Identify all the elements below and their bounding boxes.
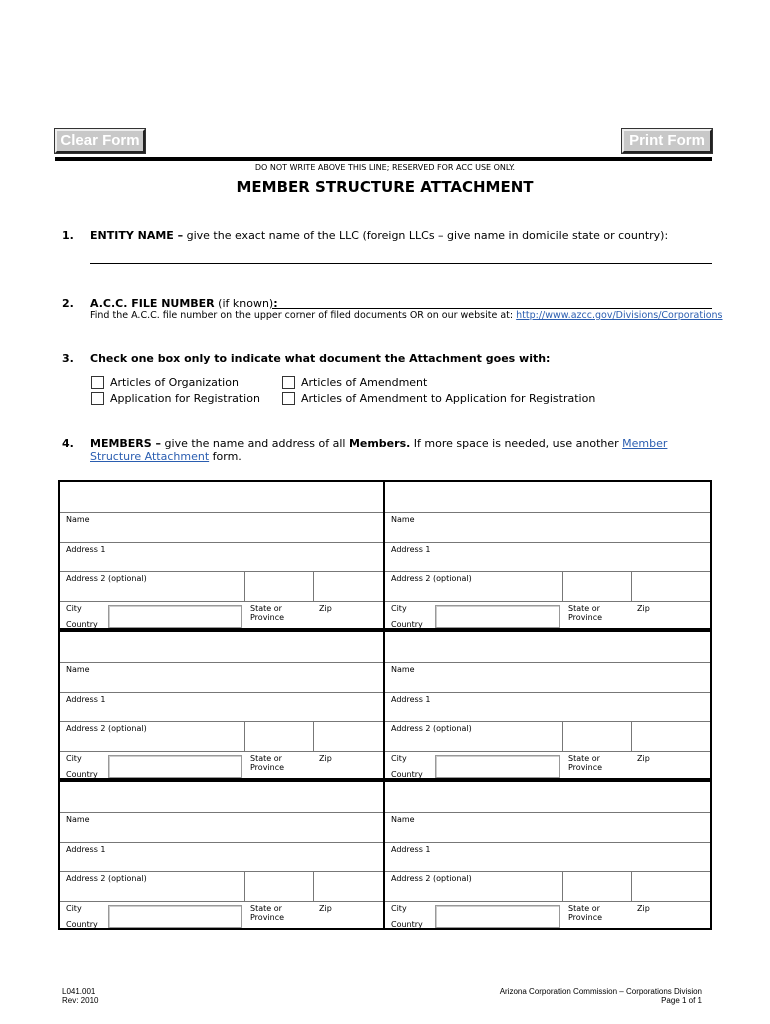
state-label: State or Province [250, 904, 285, 922]
member-entry [60, 782, 383, 928]
address1-field[interactable] [385, 542, 710, 571]
name-label: Name [66, 815, 90, 824]
city-country-input[interactable] [435, 905, 560, 928]
name-label: Name [391, 815, 415, 824]
address2-field[interactable] [385, 571, 710, 601]
address1-field[interactable] [385, 842, 710, 871]
member-entry [383, 482, 710, 628]
members-label: MEMBERS – give the name and address of all Members. If more space is needed, use another Member Structure Attachment form. [90, 437, 668, 463]
address2-label: Address 2 (optional) [391, 574, 472, 583]
city-country-input[interactable] [108, 905, 242, 928]
zip-label: Zip [637, 604, 650, 613]
state-label: State or Province [250, 604, 285, 622]
agency-name: Arizona Corporation Commission – Corporations Division [499, 987, 702, 996]
divider [244, 722, 245, 752]
name-field[interactable] [60, 512, 383, 542]
name-label: Name [66, 665, 90, 674]
name-field[interactable] [385, 512, 710, 542]
zip-label: Zip [637, 754, 650, 763]
reserved-divider [55, 157, 712, 161]
address1-field[interactable] [60, 542, 383, 571]
member-block [58, 780, 712, 930]
divider [562, 722, 563, 752]
item-number: 3. [62, 352, 74, 365]
state-label: State or Province [568, 604, 603, 622]
divider [631, 722, 632, 752]
address1-label: Address 1 [391, 845, 431, 854]
zip-label: Zip [637, 904, 650, 913]
address2-field[interactable] [60, 871, 383, 901]
address2-field[interactable] [60, 721, 383, 751]
name-field[interactable] [385, 662, 710, 692]
member-entry [383, 632, 710, 778]
divider [562, 872, 563, 902]
city-label: City [66, 754, 82, 763]
country-label: Country [66, 920, 98, 929]
name-label: Name [391, 515, 415, 524]
divider [313, 722, 314, 752]
member-block [58, 480, 712, 630]
member-entry [60, 482, 383, 628]
address1-field[interactable] [60, 842, 383, 871]
city-country-input[interactable] [108, 605, 242, 628]
city-country-input[interactable] [435, 755, 560, 778]
country-label: Country [66, 620, 98, 629]
name-field[interactable] [60, 812, 383, 842]
address1-label: Address 1 [391, 545, 431, 554]
city-row [385, 901, 710, 930]
address2-label: Address 2 (optional) [66, 874, 147, 883]
divider [313, 872, 314, 902]
page-title: MEMBER STRUCTURE ATTACHMENT [236, 178, 534, 196]
name-field[interactable] [60, 662, 383, 692]
item-number: 1. [62, 229, 74, 242]
zip-label: Zip [319, 754, 332, 763]
address2-field[interactable] [385, 871, 710, 901]
website-link[interactable]: http://www.azcc.gov/Divisions/Corporations [516, 310, 723, 321]
address1-label: Address 1 [66, 695, 106, 704]
option-application-for-registration[interactable]: Application for Registration [91, 392, 260, 405]
zip-label: Zip [319, 604, 332, 613]
option-articles-of-organization[interactable]: Articles of Organization [91, 376, 239, 389]
form-code: L041.001 [62, 987, 96, 996]
city-row [60, 751, 383, 780]
address1-label: Address 1 [66, 845, 106, 854]
name-label: Name [66, 515, 90, 524]
country-label: Country [391, 920, 423, 929]
city-country-input[interactable] [435, 605, 560, 628]
divider [244, 572, 245, 602]
divider [631, 572, 632, 602]
country-label: Country [391, 770, 423, 779]
city-label: City [391, 604, 407, 613]
divider [313, 572, 314, 602]
entity-name-label: ENTITY NAME – give the exact name of the LLC (foreign LLCs – give name in domicile state or country): [90, 229, 669, 242]
address1-label: Address 1 [66, 545, 106, 554]
city-row [60, 601, 383, 630]
address2-label: Address 2 (optional) [66, 724, 147, 733]
divider [244, 872, 245, 902]
file-number-label: A.C.C. FILE NUMBER (if known): [90, 297, 278, 310]
member-entry [60, 632, 383, 778]
address1-field[interactable] [385, 692, 710, 721]
country-label: Country [66, 770, 98, 779]
divider [562, 572, 563, 602]
address2-label: Address 2 (optional) [66, 574, 147, 583]
city-label: City [66, 604, 82, 613]
option-articles-of-amendment[interactable]: Articles of Amendment [282, 376, 427, 389]
address2-field[interactable] [60, 571, 383, 601]
option-amendment-to-application[interactable]: Articles of Amendment to Application for Registration [282, 392, 595, 405]
entity-name-field[interactable] [90, 250, 712, 264]
name-label: Name [391, 665, 415, 674]
form-revision: Rev: 2010 [62, 996, 99, 1005]
city-row [60, 901, 383, 930]
item-number: 4. [62, 437, 74, 450]
city-row [385, 751, 710, 780]
checkbox[interactable] [282, 392, 295, 405]
city-label: City [66, 904, 82, 913]
city-country-input[interactable] [108, 755, 242, 778]
checkbox[interactable] [91, 376, 104, 389]
file-number-help: Find the A.C.C. file number on the upper corner of filed documents OR on our website at: http://www.azcc.gov/Divisions/Corporations [90, 310, 723, 321]
member-block [58, 630, 712, 780]
member-structure-link[interactable]: Member Structure Attachment [90, 437, 668, 463]
reserved-note: DO NOT WRITE ABOVE THIS LINE; RESERVED FOR ACC USE ONLY. [254, 163, 516, 172]
member-entry [383, 782, 710, 928]
clear-form-button[interactable]: Clear Form [55, 129, 145, 153]
address2-label: Address 2 (optional) [391, 724, 472, 733]
zip-label: Zip [319, 904, 332, 913]
state-label: State or Province [250, 754, 285, 772]
file-number-field[interactable] [272, 296, 712, 309]
address1-field[interactable] [60, 692, 383, 721]
print-form-button[interactable]: Print Form [622, 129, 712, 153]
city-label: City [391, 754, 407, 763]
name-field[interactable] [385, 812, 710, 842]
address1-label: Address 1 [391, 695, 431, 704]
state-label: State or Province [568, 754, 603, 772]
city-label: City [391, 904, 407, 913]
divider [631, 872, 632, 902]
item-number: 2. [62, 297, 74, 310]
document-type-label: Check one box only to indicate what document the Attachment goes with: [90, 352, 551, 365]
city-row [385, 601, 710, 630]
checkbox[interactable] [282, 376, 295, 389]
address2-field[interactable] [385, 721, 710, 751]
address2-label: Address 2 (optional) [391, 874, 472, 883]
checkbox[interactable] [91, 392, 104, 405]
country-label: Country [391, 620, 423, 629]
page-number: Page 1 of 1 [661, 996, 702, 1005]
state-label: State or Province [568, 904, 603, 922]
